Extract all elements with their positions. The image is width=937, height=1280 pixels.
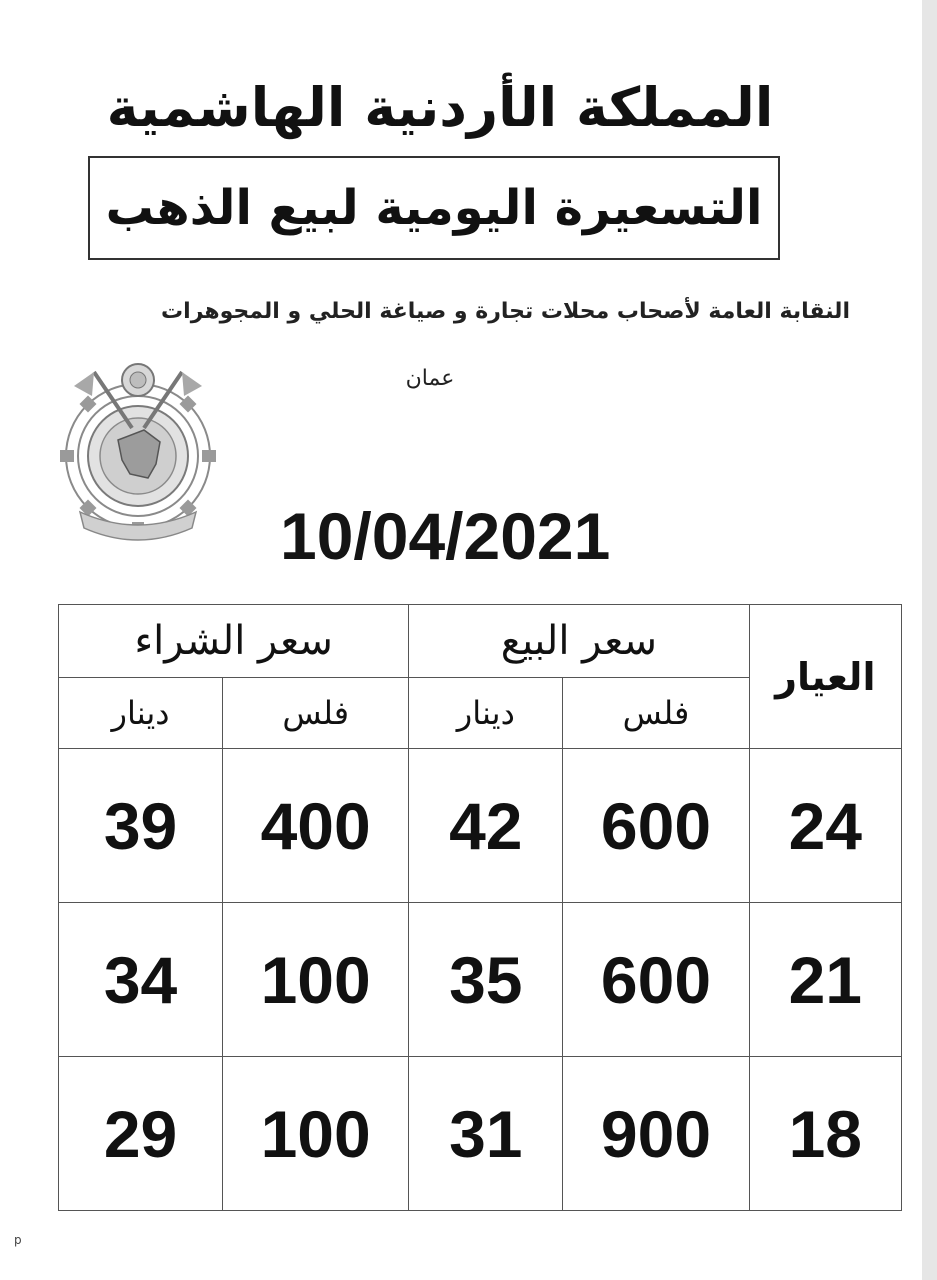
- sell-dinar-cell: 31: [409, 1057, 563, 1211]
- table-row: [59, 903, 902, 1057]
- sell-fils-cell: 600: [563, 903, 749, 1057]
- sell-fils-cell: 600: [563, 749, 749, 903]
- price-date: 10/04/2021: [280, 499, 611, 573]
- buy-dinar-cell: 34: [59, 903, 223, 1057]
- sell-fils-cell: 900: [563, 1057, 749, 1211]
- kingdom-heading: المملكة الأردنية الهاشمية: [106, 76, 774, 139]
- karat-cell: 18: [749, 1057, 901, 1211]
- corner-mark: p: [14, 1233, 22, 1247]
- table-row: [59, 749, 902, 903]
- karat-header: العيار: [749, 605, 901, 749]
- buy-fils-cell: 100: [223, 903, 409, 1057]
- sell-dinar-cell: 42: [409, 749, 563, 903]
- buy-fils-cell: 100: [223, 1057, 409, 1211]
- page-edge: [922, 0, 937, 1280]
- buy-dinar-cell: 39: [59, 749, 223, 903]
- buy-fils-cell: 400: [223, 749, 409, 903]
- sell-fils-header: فلس: [563, 678, 749, 749]
- sell-price-header: سعر البيع: [409, 605, 749, 678]
- table-row: [59, 1057, 902, 1211]
- buy-dinar-header: دينار: [59, 678, 223, 749]
- document-title: التسعيرة اليومية لبيع الذهب: [105, 180, 763, 236]
- gold-price-table: [58, 604, 902, 1211]
- buy-price-header: سعر الشراء: [59, 605, 409, 678]
- sell-dinar-header: دينار: [409, 678, 563, 749]
- city-name: عمان: [405, 366, 455, 391]
- union-name: النقابة العامة لأصحاب محلات تجارة و صياغة الحلي و المجوهرات: [161, 299, 850, 324]
- buy-fils-header: فلس: [223, 678, 409, 749]
- union-seal-icon: [52, 352, 228, 544]
- karat-cell: 21: [749, 903, 901, 1057]
- buy-dinar-cell: 29: [59, 1057, 223, 1211]
- sell-dinar-cell: 35: [409, 903, 563, 1057]
- title-frame: [88, 156, 780, 260]
- karat-cell: 24: [749, 749, 901, 903]
